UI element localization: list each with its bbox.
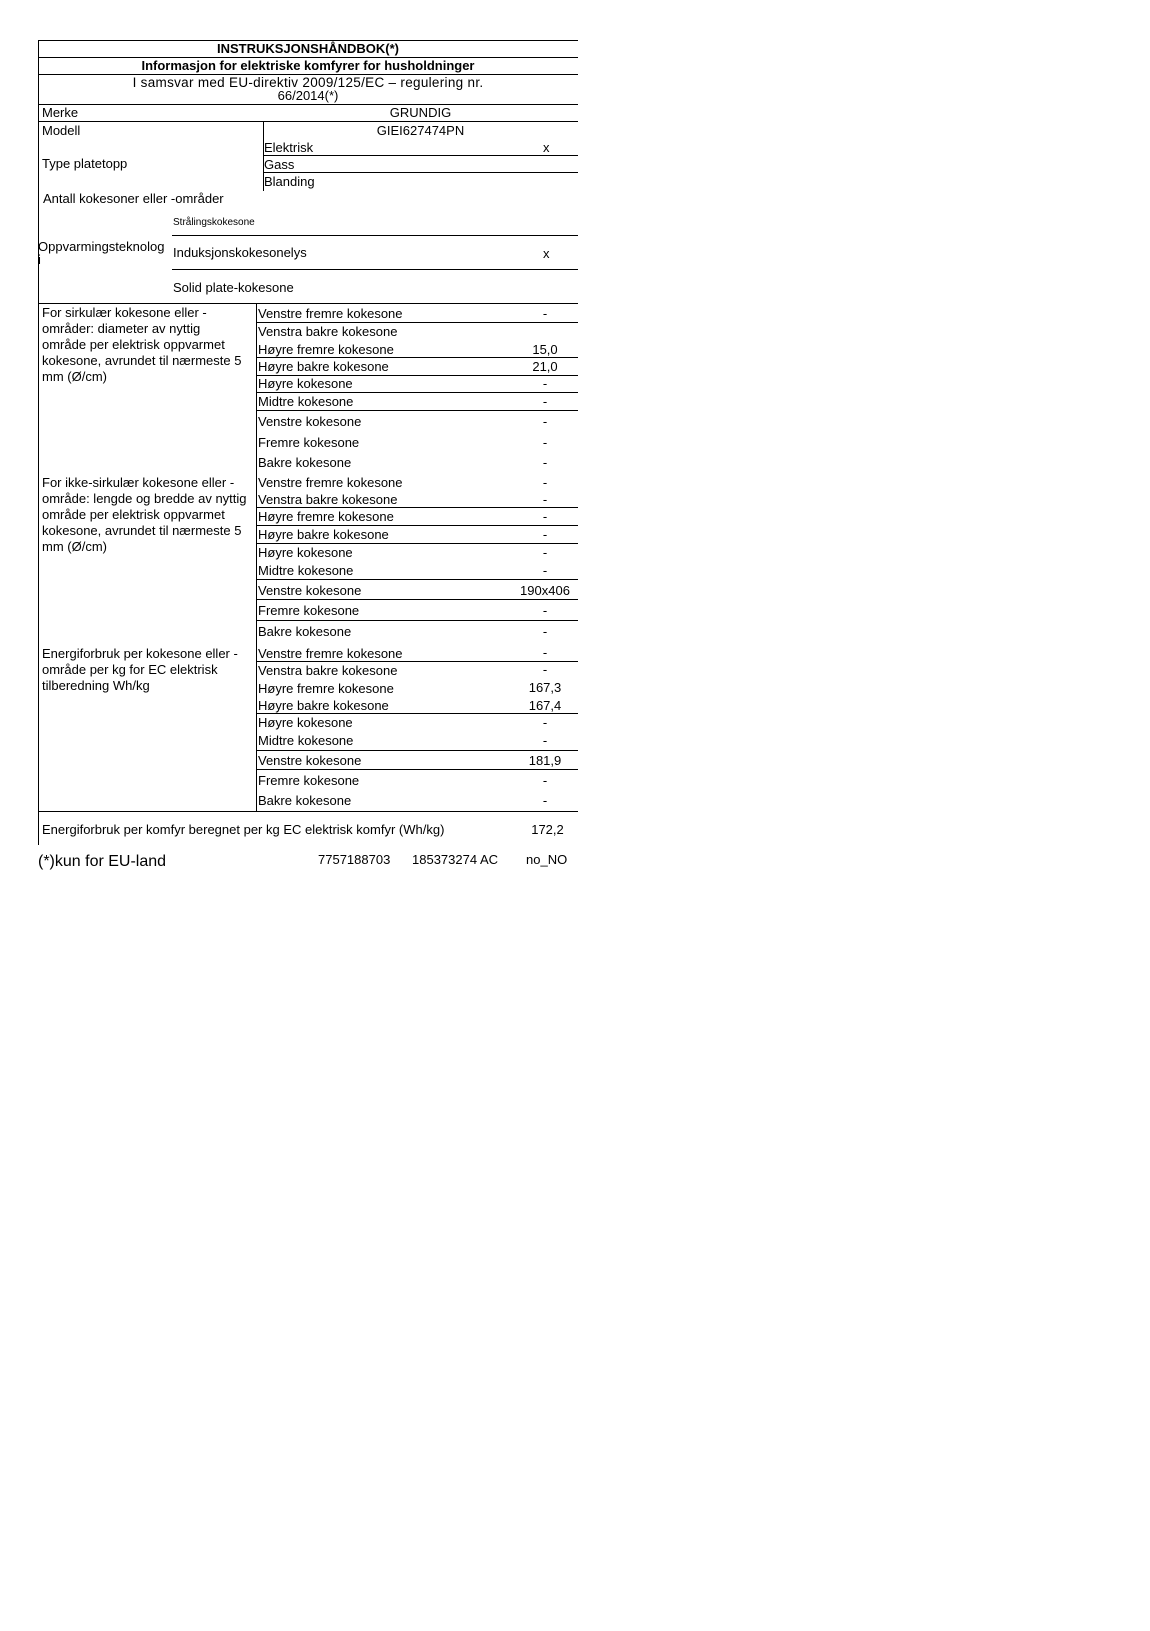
regulation-line-2: 66/2014(*) xyxy=(277,88,339,103)
rule xyxy=(38,303,578,304)
footer-code-2: 185373274 AC xyxy=(412,852,499,867)
zone-name: Høyre bakre kokesone xyxy=(258,527,389,542)
zone-value: - xyxy=(542,793,548,808)
table-border-left xyxy=(38,811,39,845)
zone-name: Høyre fremre kokesone xyxy=(258,681,394,696)
rule xyxy=(256,322,578,323)
heating-induction: Induksjonskokesonelys xyxy=(173,245,307,260)
rule xyxy=(256,543,578,544)
zone-name: Midtre kokesone xyxy=(258,394,354,409)
zone-name: Fremre kokesone xyxy=(258,773,360,788)
rule xyxy=(263,155,578,156)
heating-radiant: Strålingskokesone xyxy=(173,217,255,228)
zone-name: Bakre kokesone xyxy=(258,793,352,808)
hob-type-electric-mark: x xyxy=(543,140,550,155)
rule xyxy=(38,811,578,812)
hob-type-mixed: Blanding xyxy=(264,174,315,189)
rule xyxy=(256,599,578,600)
rule xyxy=(256,525,578,526)
zone-value: - xyxy=(542,394,548,409)
zone-value: 167,3 xyxy=(528,680,562,695)
total-energy-label: Energiforbruk per komfyr beregnet per kg EC elektrisk komfyr (Wh/kg) xyxy=(42,822,445,837)
zone-name: Midtre kokesone xyxy=(258,733,354,748)
rule xyxy=(256,750,578,751)
rule xyxy=(256,357,578,358)
zone-name: Fremre kokesone xyxy=(258,603,360,618)
rule xyxy=(263,172,578,173)
heating-label-line-2: i xyxy=(38,252,41,267)
zone-value: - xyxy=(542,509,548,524)
zone-value: - xyxy=(542,545,548,560)
zone-name: Høyre bakre kokesone xyxy=(258,359,389,374)
zone-value: - xyxy=(542,603,548,618)
document-subtitle: Informasjon for elektriske komfyrer for husholdninger xyxy=(141,58,475,73)
rule xyxy=(256,410,578,411)
rule xyxy=(256,713,578,714)
zone-value: - xyxy=(542,645,548,660)
zone-value: - xyxy=(542,435,548,450)
rule xyxy=(38,121,578,122)
zone-name: Venstra bakre kokesone xyxy=(258,324,398,339)
table-border-left xyxy=(38,303,39,811)
zone-name: Høyre kokesone xyxy=(258,545,353,560)
rule xyxy=(256,579,578,580)
zone-name: Høyre fremre kokesone xyxy=(258,342,394,357)
rule xyxy=(256,507,578,508)
zone-value: - xyxy=(542,492,548,507)
zone-value: - xyxy=(542,475,548,490)
brand-value: GRUNDIG xyxy=(389,105,452,120)
heating-induction-mark: x xyxy=(543,246,550,261)
zone-value: - xyxy=(542,414,548,429)
zone-value: 167,4 xyxy=(528,698,562,713)
zones-count-label: Antall kokesoner eller -områder xyxy=(43,191,224,206)
zone-value: - xyxy=(542,376,548,391)
rule xyxy=(172,269,578,270)
zone-name: Venstre fremre kokesone xyxy=(258,646,403,661)
zone-value: 181,9 xyxy=(528,753,562,768)
zone-name: Høyre fremre kokesone xyxy=(258,509,394,524)
table-divider xyxy=(256,303,257,811)
hob-type-label: Type platetopp xyxy=(42,156,128,171)
document-title: INSTRUKSJONSHÅNDBOK(*) xyxy=(216,41,399,56)
zone-value: 15,0 xyxy=(532,342,558,357)
hob-type-gas: Gass xyxy=(264,157,295,172)
regulation-line-1: I samsvar med EU-direktiv 2009/125/EC – regulering nr. xyxy=(132,75,484,90)
zone-name: Midtre kokesone xyxy=(258,563,354,578)
zone-name: Høyre kokesone xyxy=(258,376,353,391)
zone-value: - xyxy=(542,306,548,321)
zone-value: - xyxy=(542,715,548,730)
zone-value: - xyxy=(542,624,548,639)
zone-name: Høyre kokesone xyxy=(258,715,353,730)
zone-name: Fremre kokesone xyxy=(258,435,360,450)
zone-name: Bakre kokesone xyxy=(258,624,352,639)
zone-name: Venstra bakre kokesone xyxy=(258,492,398,507)
section-label-energy: Energiforbruk per kokesone eller -område per kg for EC elektrisk tilberedning Wh/kg xyxy=(42,646,238,693)
zone-name: Venstre kokesone xyxy=(258,414,362,429)
rule xyxy=(256,392,578,393)
brand-label: Merke xyxy=(42,105,79,120)
zone-value: - xyxy=(542,662,548,677)
zone-name: Venstre kokesone xyxy=(258,753,362,768)
zone-value: - xyxy=(542,527,548,542)
section-label-non-circular: For ikke-sirkulær kokesone eller -område: lengde og bredde av nyttig område per elektrisk oppvarmet kokesone, avrundet til nærmeste 5 mm (Ø/cm) xyxy=(42,475,247,554)
zone-value: - xyxy=(542,455,548,470)
rule xyxy=(256,769,578,770)
zone-value: 190x406 xyxy=(520,583,570,598)
footer-note: (*)kun for EU-land xyxy=(38,853,167,870)
zone-value: 21,0 xyxy=(532,359,558,374)
zone-value: - xyxy=(542,563,548,578)
footer-locale: no_NO xyxy=(526,852,568,867)
zone-name: Venstre fremre kokesone xyxy=(258,306,403,321)
zone-value: - xyxy=(542,733,548,748)
zone-value: - xyxy=(542,773,548,788)
heating-label-line-1: Oppvarmingsteknolog xyxy=(38,239,165,254)
rule xyxy=(256,620,578,621)
model-value: GIEI627474PN xyxy=(376,123,465,138)
total-energy-value: 172,2 xyxy=(531,822,564,837)
section-label-circular: For sirkulær kokesone eller -områder: diameter av nyttig område per elektrisk oppvarmet kokesone, avrundet til nærmeste 5 mm (Ø/cm) xyxy=(42,305,242,384)
zone-name: Bakre kokesone xyxy=(258,455,352,470)
model-label: Modell xyxy=(42,123,81,138)
zone-name: Venstre fremre kokesone xyxy=(258,475,403,490)
hob-type-electric: Elektrisk xyxy=(264,140,314,155)
zone-name: Venstre kokesone xyxy=(258,583,362,598)
rule xyxy=(172,235,578,236)
zone-name: Venstra bakre kokesone xyxy=(258,663,398,678)
heating-solid-plate: Solid plate-kokesone xyxy=(173,280,294,295)
zone-name: Høyre bakre kokesone xyxy=(258,698,389,713)
footer-code-1: 7757188703 xyxy=(318,852,391,867)
